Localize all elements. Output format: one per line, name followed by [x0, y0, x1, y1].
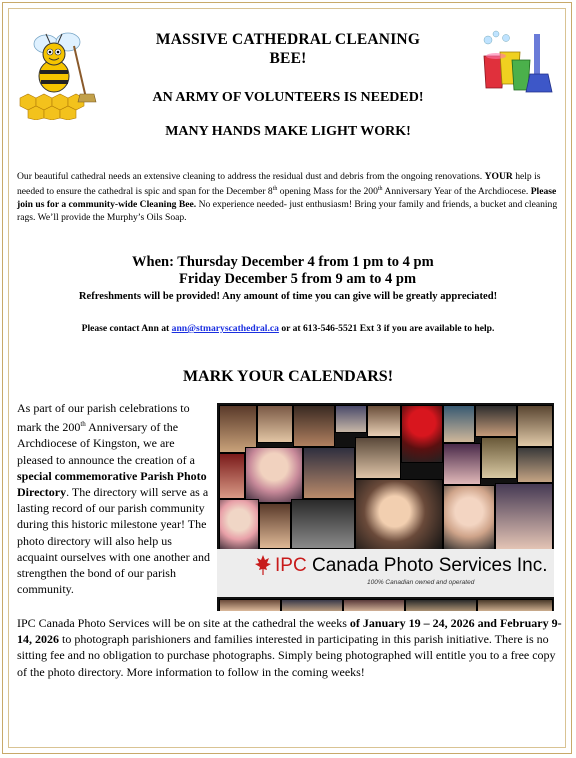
main-title — [110, 30, 466, 68]
join-call: Please join us for a community-wide Cleaning Bee. — [17, 186, 557, 211]
when-block — [40, 254, 540, 288]
schedule-dates: of January 19 – 24, 2026 and February 9-14, 2026 — [17, 616, 562, 647]
volunteers-heading: AN ARMY OF VOLUNTEERS IS NEEDED! — [152, 90, 424, 105]
your-emphasis: YOUR — [484, 171, 513, 182]
when-line-1: When: Thursday December 4 from 1 pm to 4 pm — [132, 254, 434, 270]
hands-heading: MANY HANDS MAKE LIGHT WORK! — [165, 124, 411, 139]
title-line-2: BEE! — [269, 50, 307, 67]
title-line-1: MASSIVE CATHEDRAL CLEANING — [155, 31, 421, 48]
when-line-2: Friday December 5 from 9 am to 4 pm — [179, 271, 417, 287]
photo-directory-paragraph: As part of our parish celebrations to mark the 200th Anniversary of the Archdiocese of Kingston, we are pleased to announce the creation of a special commemorative Parish Photo Directory. The directory will serve as a lasting record of our parish community during this historic milestone year! The photo directory will also help us acquaint ourselves with one another and strengthen the bond of our parish community. — [17, 401, 210, 597]
ipc-brand: IPC Canada Photo Services Inc. — [275, 555, 548, 576]
email-link[interactable]: ann@stmaryscathedral.ca — [171, 323, 279, 334]
maple-leaf-icon — [255, 555, 271, 575]
intro-paragraph: Our beautiful cathedral needs an extensive cleaning to address the residual dust and debris from the ongoing renovations. YOUR help is needed to ensure the cathedral is spic and span for the December 8th opening Mass for the 200th Anniversary Year of the Archdiocese. Please join us for a community-wide Cleaning Bee. No experience needed- just enthusiasm! Bring your family and friends, a bucket and cleaning rags. We’ll provide the Murphy’s Oils Soap. — [17, 171, 558, 224]
ipc-tagline: 100% Canadian owned and operated — [367, 579, 475, 586]
calendar-heading: MARK YOUR CALENDARS! — [182, 368, 394, 385]
contact-line: Please contact Ann at ann@stmaryscathedral.ca or at 613-546-5521 Ext 3 if you are available to help. — [81, 323, 495, 334]
directory-emphasis: special commemorative Parish Photo Directory — [17, 468, 207, 500]
photo-schedule-paragraph: IPC Canada Photo Services will be on site at the cathedral the weeks of January 19 – 24, 2026 and February 9-14, 2026 to photograph parishioners and families interested in participating in this parish initiative. There is no sitting fee and no obligation to purchase photographs. Simply being photographed will entitle you to a free copy of the photo directory. More information to follow in the coming weeks! — [17, 616, 562, 679]
refreshments-note: Refreshments will be provided! Any amount of time you can give will be greatly appreciated! — [78, 291, 498, 302]
bee-icon — [16, 28, 106, 120]
photo-collage — [217, 403, 554, 611]
cleaning-supplies-icon — [476, 26, 558, 98]
